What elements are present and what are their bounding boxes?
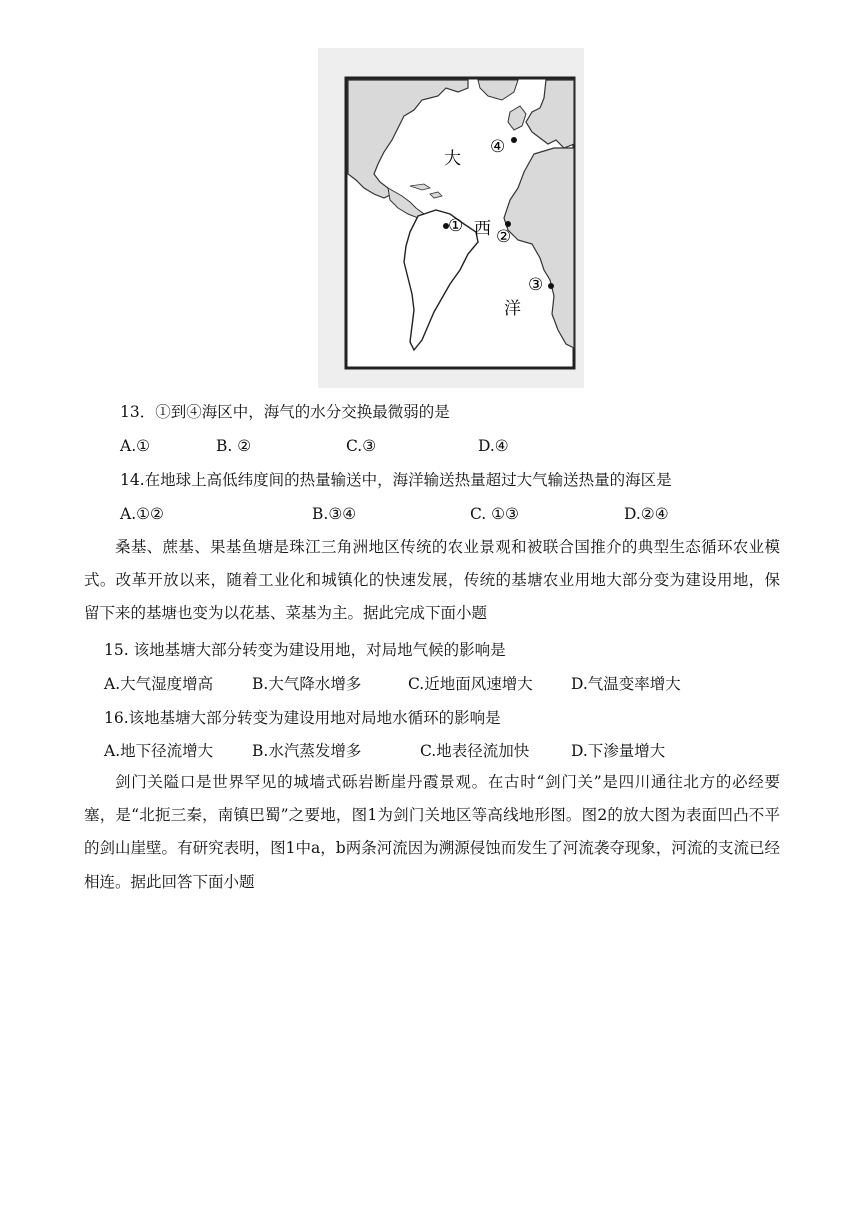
marker-4-dot bbox=[511, 137, 517, 143]
map-svg bbox=[318, 48, 584, 388]
q16-option-c: C.地表径流加快 bbox=[420, 742, 530, 760]
question-16-stem: 16.该地基塘大部分转变为建设用地对局地水循环的影响是 bbox=[104, 709, 501, 727]
atlantic-map bbox=[318, 48, 584, 388]
marker-1-label: ① bbox=[448, 216, 464, 236]
q14-option-b: B.③④ bbox=[312, 505, 357, 523]
question-14-stem: 14.在地球上高低纬度间的热量输送中，海洋输送热量超过大气输送热量的海区是 bbox=[120, 471, 672, 489]
question-15-stem: 15. 该地基塘大部分转变为建设用地，对局地气候的影响是 bbox=[104, 641, 506, 659]
marker-3-dot bbox=[548, 283, 554, 289]
q14-option-c: C. ①③ bbox=[470, 505, 519, 523]
q13-option-c: C.③ bbox=[346, 437, 377, 455]
q15-option-d: D.气温变率增大 bbox=[571, 675, 681, 693]
marker-3-label: ③ bbox=[528, 275, 544, 295]
ocean-label-yang: 洋 bbox=[504, 299, 521, 319]
marker-4-label: ④ bbox=[490, 137, 506, 157]
q15-option-b: B.大气降水增多 bbox=[252, 675, 362, 693]
q15-option-c: C.近地面风速增大 bbox=[408, 675, 533, 693]
q16-option-b: B.水汽蒸发增多 bbox=[252, 742, 362, 760]
q13-option-d: D.④ bbox=[478, 437, 509, 455]
q16-option-d: D.下渗量增大 bbox=[571, 742, 666, 760]
q15-option-a: A.大气湿度增高 bbox=[104, 675, 214, 693]
marker-2-label: ② bbox=[496, 227, 512, 247]
q13-option-a: A.① bbox=[120, 437, 151, 455]
q16-option-a: A.地下径流增大 bbox=[104, 742, 214, 760]
q14-option-a: A.①② bbox=[120, 505, 164, 523]
passage-jitang: 桑基、蔗基、果基鱼塘是珠江三角洲地区传统的农业景观和被联合国推介的典型生态循环农业模式。改革开放以来，随着工业化和城镇化的快速发展，传统的基塘农业用地大部分变为建设用地，保留下来的基塘也变为以花基、菜基为主。据此完成下面小题 bbox=[84, 538, 780, 623]
passage-jianmenguan: 剑门关隘口是世界罕见的城墙式砾岩断崖丹霞景观。在古时“剑门关”是四川通往北方的必经要塞，是“北扼三秦，南镇巴蜀”之要地，图1为剑门关地区等高线地形图。图2的放大图为表面凹凸不平的剑山崖壁。有研究表明，图1中a，b两条河流因为溯源侵蚀而发生了河流袭夺现象，河流的支流已经相连。据此回答下面小题 bbox=[84, 773, 780, 891]
ocean-label-xi: 西 bbox=[474, 219, 491, 239]
question-13-stem: 13．①到④海区中，海气的水分交换最微弱的是 bbox=[120, 403, 450, 421]
q13-option-b: B. ② bbox=[216, 437, 252, 455]
q14-option-d: D.②④ bbox=[624, 505, 669, 523]
ocean-label-da: 大 bbox=[444, 149, 461, 169]
